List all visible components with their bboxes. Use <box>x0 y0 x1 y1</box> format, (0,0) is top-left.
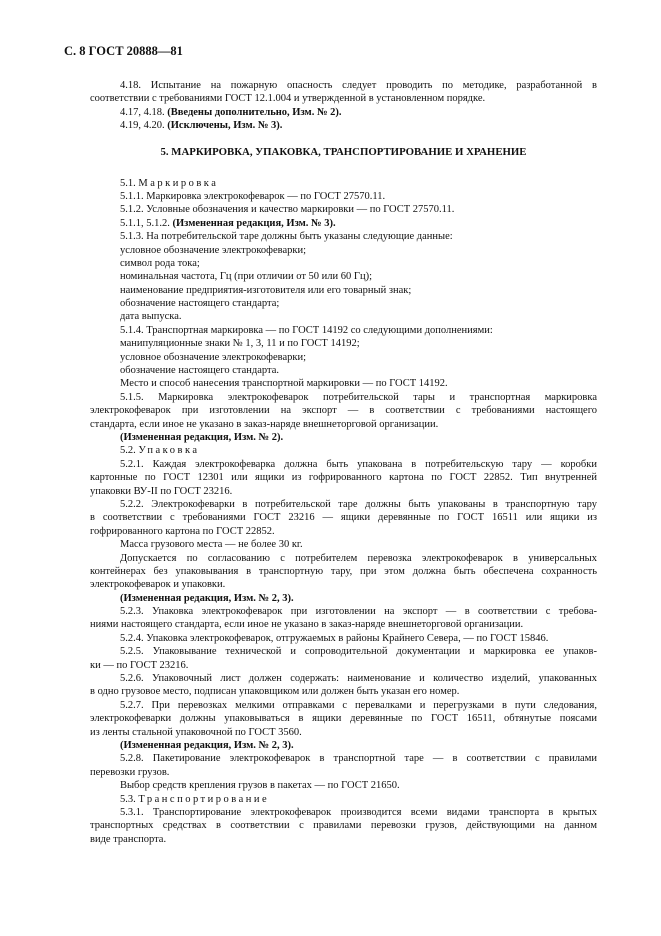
subsection-title: Транспортирование <box>138 793 270 805</box>
line-text: 5.3.1. Транспортирование электрокофеварок производится всеми видами транспорта в крытых <box>120 806 597 818</box>
text-line <box>90 552 597 565</box>
text-line <box>90 779 597 792</box>
text-line <box>90 364 597 377</box>
line-text: из ленты стальной упаковочной по ГОСТ 3560. <box>90 726 302 738</box>
text-line <box>90 337 597 350</box>
subsection-title: Маркировка <box>138 177 219 189</box>
amendment-note: (Измененная редакция, Изм. № 2, 3). <box>120 739 294 751</box>
line-text: Масса грузового места — не более 30 кг. <box>120 539 303 551</box>
line-text: манипуляционные знаки № 1, 3, 11 и по ГОСТ 14192; <box>120 338 360 350</box>
line-text: 5.2.6. Упаковочный лист должен содержать: наименование и количество изделий, упакованных <box>120 673 597 685</box>
line-text: 5.1.1. Маркировка электрокофеварок — по ГОСТ 27570.11. <box>120 190 386 202</box>
amendment-note: (Измененная редакция, Изм. № 3). <box>172 217 336 229</box>
line-text: номинальная частота, Гц (при отличии от 50 или 60 Гц); <box>120 271 373 283</box>
line-text: 5.2.1. Каждая электрокофеварка должна быть упакована в потребительскую тару — коробки <box>120 458 597 470</box>
line-text: электрокофеварок при изготовлении на экспорт — в соответствии с требованиями настоящего <box>90 405 597 417</box>
line-text: Место и способ нанесения транспортной маркировки — по ГОСТ 14192. <box>120 378 448 390</box>
line-text: 5.2. <box>120 445 139 457</box>
line-text: виде транспорта. <box>90 833 167 845</box>
line-text: 5.1.2. Условные обозначения и качество маркировки — по ГОСТ 27570.11. <box>120 204 455 216</box>
text-line <box>90 793 597 806</box>
line-text: обозначение настоящего стандарта. <box>120 365 280 377</box>
text-line <box>90 177 597 190</box>
amendment-note: (Измененная редакция, Изм. № 2, 3). <box>120 592 294 604</box>
line-text: упаковки ВУ-II по ГОСТ 23216. <box>90 485 233 497</box>
text-line <box>90 498 597 511</box>
text-line <box>90 659 597 672</box>
text-line <box>90 458 597 471</box>
text-line <box>90 565 597 578</box>
line-text: в соответствии с требованиями ГОСТ 23216 — ящики деревянные по ГОСТ 16511 или ящики из <box>90 512 597 524</box>
text-line <box>90 685 597 698</box>
text-line <box>90 645 597 658</box>
text-line <box>90 284 597 297</box>
text-line <box>90 106 597 119</box>
amendment-note: (Исключены, Изм. № 3). <box>167 120 283 132</box>
text-line <box>90 752 597 765</box>
line-text: ки — по ГОСТ 23216. <box>90 659 189 671</box>
line-text: транспортных средствах в соответствии с правилами перевозки грузов, действующими на данном <box>90 820 597 832</box>
text-line <box>90 766 597 779</box>
text-line <box>90 806 597 819</box>
text-line <box>90 119 597 132</box>
line-text: 5.2.3. Упаковка электрокофеварок при изготовлении на экспорт — в соответствии с требова- <box>120 606 597 618</box>
text-line <box>90 190 597 203</box>
text-line <box>90 592 597 605</box>
text-line <box>90 310 597 323</box>
text-line <box>90 270 597 283</box>
text-line <box>90 578 597 591</box>
amendment-note: (Измененная редакция, Изм. № 2). <box>120 431 284 443</box>
page-header: С. 8 ГОСТ 20888—81 <box>64 44 183 58</box>
text-line <box>90 632 597 645</box>
text-line <box>90 739 597 752</box>
line-text: 5.2.8. Пакетирование электрокофеварок в транспортной таре — в соответствии с правилами <box>120 753 597 765</box>
text-line <box>90 431 597 444</box>
line-text: 5.3. <box>120 793 139 805</box>
line-text: 5. МАРКИРОВКА, УПАКОВКА, ТРАНСПОРТИРОВАНИЕ И ХРАНЕНИЕ <box>160 145 527 158</box>
text-line <box>90 525 597 538</box>
text-line <box>90 618 597 631</box>
text-line <box>90 79 597 92</box>
line-text: 5.2.2. Электрокофеварки в потребительской таре должны быть упакованы в транспортную тару <box>120 498 597 510</box>
line-text: условное обозначение электрокофеварки; <box>120 244 307 256</box>
text-line <box>90 511 597 524</box>
text-line <box>90 217 597 230</box>
line-text: ниями настоящего стандарта, если иное не указано в заказ-наряде внешнеторговой организации. <box>90 619 524 631</box>
line-text: стандарта, если иное не указано в заказ-наряде внешнеторговой организации. <box>90 418 439 430</box>
text-line <box>90 712 597 725</box>
text-line <box>90 672 597 685</box>
line-text: 5.1. <box>120 177 139 189</box>
line-text: условное обозначение электрокофеварки; <box>120 351 307 363</box>
text-line <box>90 819 597 832</box>
amendment-note: (Введены дополнительно, Изм. № 2). <box>167 106 342 118</box>
text-line <box>90 833 597 846</box>
text-line <box>90 418 597 431</box>
text-line <box>90 471 597 484</box>
text-line <box>90 605 597 618</box>
text-line <box>90 203 597 216</box>
line-text: обозначение настоящего стандарта; <box>120 298 280 310</box>
line-text: перевозки грузов. <box>90 766 170 778</box>
line-text: в одно грузовое место, подписан упаковщиком или должен быть указан его номер. <box>90 686 460 698</box>
document-body <box>90 79 597 846</box>
text-line <box>90 244 597 257</box>
text-line <box>90 324 597 337</box>
text-line <box>90 391 597 404</box>
line-text: 5.1.1, 5.1.2. <box>120 217 173 229</box>
text-line <box>90 377 597 390</box>
text-line <box>90 699 597 712</box>
section-heading <box>90 146 597 160</box>
text-line <box>90 92 597 105</box>
line-text: Допускается по согласованию с потребителем перевозка электрокофеварок в универсальных <box>120 552 597 564</box>
subsection-title: Упаковка <box>138 445 200 457</box>
line-text: дата выпуска. <box>120 311 182 323</box>
line-text: 4.18. Испытание на пожарную опасность следует проводить по методике, разработанной в <box>120 80 597 91</box>
text-line <box>90 444 597 457</box>
line-text: 5.2.4. Упаковка электрокофеварок, отгружаемых в районы Крайнего Севера, — по ГОСТ 15846. <box>120 632 549 644</box>
text-line <box>90 404 597 417</box>
line-text: 5.2.5. Упаковывание технической и сопроводительной документации и маркировка ее упаков- <box>120 646 597 658</box>
line-text: 5.1.4. Транспортная маркировка — по ГОСТ 14192 со следующими дополнениями: <box>120 324 493 336</box>
line-text: электрокофеварки должны упаковываться в ящики деревянные по ГОСТ 16511, обтянутые поясами <box>90 713 597 725</box>
line-text: 4.19, 4.20. <box>120 120 168 132</box>
line-text: электрокофеварок и упаковки. <box>90 579 226 591</box>
line-text: гофрированного картона по ГОСТ 22852. <box>90 525 275 537</box>
line-text: картонные по ГОСТ 12301 или ящики из гофрированного картона по ГОСТ 22852. Тип внутренней <box>90 472 597 484</box>
line-text: 5.1.5. Маркировка электрокофеварок потребительской тары и транспортная маркировка <box>120 391 597 403</box>
line-text: наименование предприятия-изготовителя или его товарный знак; <box>120 284 412 296</box>
line-text: 5.2.7. При перевозках мелкими отправками с перевалками и перегрузками в пути следования, <box>120 699 597 711</box>
text-line <box>90 297 597 310</box>
text-line <box>90 726 597 739</box>
text-line <box>90 230 597 243</box>
line-text: 4.17, 4.18. <box>120 106 168 118</box>
line-text: соответствии с требованиями ГОСТ 12.1.004 и утвержденной в установленном порядке. <box>90 93 486 105</box>
line-text: 5.1.3. На потребительской таре должны быть указаны следующие данные: <box>120 231 453 243</box>
text-line <box>90 485 597 498</box>
line-text: контейнерах без упаковывания в транспортную тару, при этом должна быть обеспечена сохранность <box>90 565 597 577</box>
line-text: Выбор средств крепления грузов в пакетах — по ГОСТ 21650. <box>120 780 400 792</box>
line-text: символ рода тока; <box>120 257 200 269</box>
text-line <box>90 538 597 551</box>
text-line <box>90 351 597 364</box>
text-line <box>90 257 597 270</box>
